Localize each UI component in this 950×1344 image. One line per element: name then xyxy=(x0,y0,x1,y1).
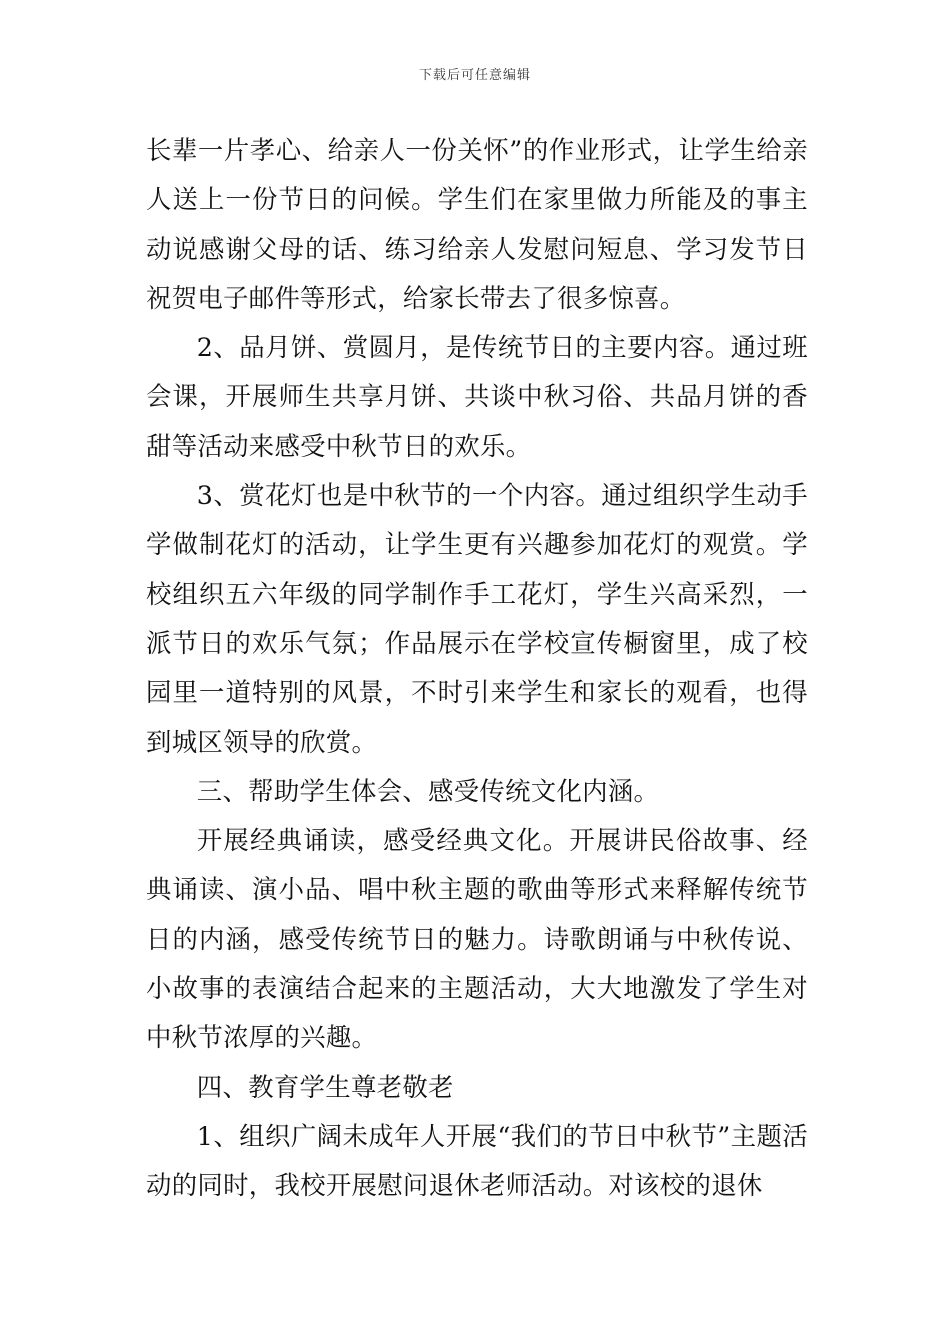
paragraph-continuation: 长辈一片孝心、给亲人一份关怀”的作业形式，让学生给亲人送上一份节日的问候。学生们在家里做力所能及的事主动说感谢父母的话、练习给亲人发慰问短息、学习发节日祝贺电子邮件等形式，给家长带去了很多惊喜。 xyxy=(146,135,808,313)
section-heading-4: 四、教育学生尊老敬老 xyxy=(196,1071,454,1102)
document-body xyxy=(146,126,808,1211)
paragraph-classic-reading: 开展经典诵读，感受经典文化。开展讲民俗故事、经典诵读、演小品、唱中秋主题的歌曲等形式来释解传统节日的内涵，感受传统节日的魅力。诗歌朗诵与中秋传说、小故事的表演结合起来的主题活动，大大地激发了学生对中秋节浓厚的兴趣。 xyxy=(146,825,808,1053)
paragraph-item-3-lanterns: 3、赏花灯也是中秋节的一个内容。通过组织学生动手学做制花灯的活动，让学生更有兴趣参加花灯的观赏。学校组织五六年级的同学制作手工花灯，学生兴高采烈，一派节日的欢乐气氛；作品展示在学校宣传橱窗里，成了校园里一道特别的风景，不时引来学生和家长的观看，也得到城区领导的欣赏。 xyxy=(146,480,808,757)
paragraph-item-1-retired-teachers: 1、组织广阔未成年人开展“我们的节日中秋节”主题活动的同时，我校开展慰问退休老师活动。对该校的退休 xyxy=(146,1120,808,1201)
section-heading-3: 三、帮助学生体会、感受传统文化内涵。 xyxy=(196,775,660,806)
paragraph-item-2-mooncakes: 2、品月饼、赏圆月，是传统节日的主要内容。通过班会课，开展师生共享月饼、共谈中秋习俗、共品月饼的香甜等活动来感受中秋节日的欢乐。 xyxy=(146,332,808,461)
page-header: 下载后可任意编辑 xyxy=(418,68,531,83)
